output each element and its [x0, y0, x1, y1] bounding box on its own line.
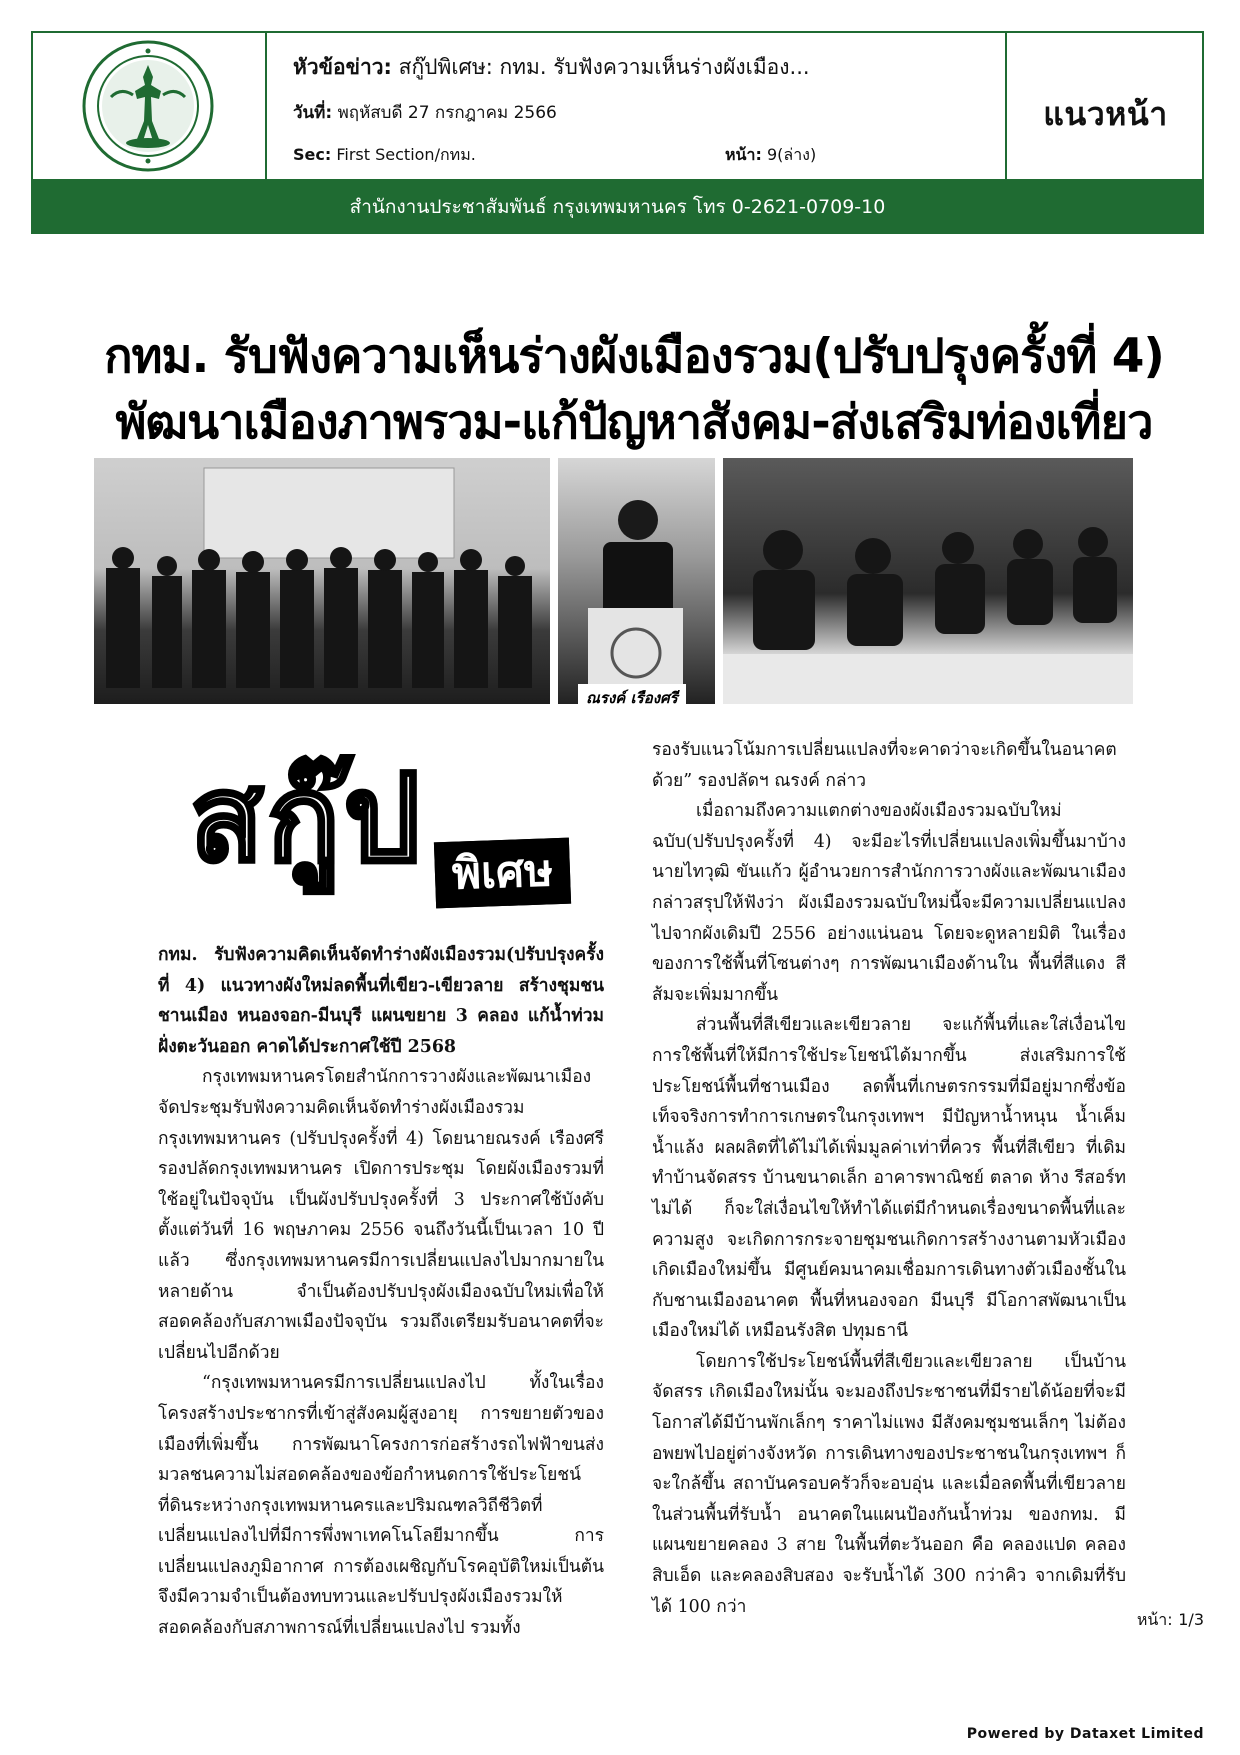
date-label: วันที่:: [293, 103, 333, 123]
article-paragraph: กรุงเทพมหานครโดยสำนักการวางผังและพัฒนาเมือง จัดประชุมรับฟังความคิดเห็นจัดทำร่างผังเมืองรวมกรุงเทพมหานคร (ปรับปรุงครั้งที่ 4) โดยนายณรงค์ เรืองศรี รองปลัดกรุงเทพมหานคร เปิดการประชุม โดยผังเมืองรวมที่ใช้อยู่ในปัจจุบัน เป็นผังปรับปรุงครั้งที่ 3 ประกาศใช้บังคับตั้งแต่วันที่ 16 พฤษภาคม 2556 จนถึงวันนี้เป็นเวลา 10 ปีแล้ว ซึ่งกรุงเทพมหานครมีการเปลี่ยนแปลงไปมากมายในหลายด้าน จำเป็นต้องปรับปรุงผังเมืองฉบับใหม่เพื่อให้สอดคล้องกับสภาพเมืองปัจจุบัน รวมถึงเตรียมรับอนาคตที่จะเปลี่ยนไปอีกด้วย: [158, 1067, 604, 1363]
page-counter-value: 1/3: [1178, 1610, 1204, 1629]
article-headline-line1: กทม. รับฟังความเห็นร่างผังเมืองรวม(ปรับปรุงครั้งที่ 4): [104, 329, 1164, 384]
column-logo-main: สกู๊ป: [190, 750, 425, 889]
photo-speaker: [558, 458, 715, 704]
photo-group-officials: [94, 458, 550, 704]
page-counter-label: หน้า:: [1136, 1610, 1173, 1629]
newspaper-name: แนวหน้า: [1043, 95, 1168, 133]
article-paragraph: ส่วนพื้นที่สีเขียวและเขียวลาย จะแก้พื้นที่และใส่เงื่อนไขการใช้พื้นที่ให้มีการใช้ประโยชน์ได้มากขึ้น ส่งเสริมการใช้ประโยชน์พื้นที่ชานเมือง ลดพื้นที่เกษตรกรรมที่มีอยู่มากซึ่งข้อเท็จจริงการทำการเกษตรในกรุงเทพฯ มีปัญหาน้ำหนุน น้ำเค็ม น้ำแล้ง ผลผลิตที่ได้ไม่ได้เพิ่มมูลค่าเท่าที่ควร พื้นที่สีเขียว ที่เดิมทำบ้านจัดสรร บ้านขนาดเล็ก อาคารพาณิชย์ ตลาด ห้าง รีสอร์ทไม่ได้ ก็จะใส่เงื่อนไขให้ทำได้แต่มีกำหนดเรื่องขนาดพื้นที่และความสูง จะเกิดการกระจายชุมชนเกิดการสร้างงานตามหัวเมือง เกิดเมืองใหม่ขึ้น มีศูนย์คมนาคมเชื่อมการเดินทางตัวเมืองชั้นในกับชานเมืองอนาคต พื้นที่หนองจอก มีนบุรี มีโอกาสพัฒนาเป็นเมืองใหม่ได้ เหมือนรังสิต ปทุมธานี: [652, 1015, 1126, 1342]
article-left-column: [158, 940, 604, 1644]
column-logo: [190, 735, 570, 915]
article-paragraph: โดยการใช้ประโยชน์พื้นที่สีเขียวและเขียวลาย เป็นบ้านจัดสรร เกิดเมืองใหม่นั้น จะมองถึงประชาชนที่มีรายได้น้อยที่จะมีโอกาสได้มีบ้านพักเล็กๆ ราคาไม่แพง มีสังคมชุมชนเล็กๆ ไม่ต้องอพยพไปอยู่ต่างจังหวัด การเดินทางของประชาชนในกรุงเทพฯ ก็จะใกล้ขึ้น สถาบันครอบครัวก็จะอบอุ่น และเมื่อลดพื้นที่เขียวลาย ในส่วนพื้นที่รับน้ำ อนาคตในแผนป้องกันน้ำท่วม ของกทม. มีแผนขยายคลอง 3 สาย ในพื้นที่ตะวันออก คือ คลองแปด คลองสิบเอ็ด และคลองสิบสอง จะรับน้ำได้ 300 กว่าคิว จากเดิมที่รับได้ 100 กว่า: [652, 1351, 1126, 1617]
sec-value: First Section/กทม.: [336, 145, 476, 164]
article-headline-line2: พัฒนาเมืองภาพรวม-แก้ปัญหาสังคม-ส่งเสริมท่องเที่ยว: [115, 395, 1153, 450]
headline-value: สกู๊ปพิเศษ: กทม. รับฟังความเห็นร่างผังเมือง...: [398, 55, 810, 79]
page-value: 9(ล่าง): [766, 145, 817, 164]
article-lead: กทม. รับฟังความคิดเห็นจัดทำร่างผังเมืองรวม(ปรับปรุงครั้งที่ 4) แนวทางผังใหม่ลดพื้นที่เขียว-เขียวลาย สร้างชุมชนชานเมือง หนองจอก-มีนบุรี แผนขยาย 3 คลอง แก้น้ำท่วมฝั่งตะวันออก คาดได้ประกาศใช้ปี 2568: [158, 945, 604, 1057]
powered-by: Powered by Dataxet Limited: [966, 1726, 1204, 1742]
sec-label: Sec:: [293, 145, 332, 164]
bma-seal-icon: [81, 39, 215, 173]
photo-group-silhouettes: [94, 458, 550, 704]
date-row: [293, 99, 557, 126]
logo-cell: [33, 33, 267, 179]
article-paragraph: “กรุงเทพมหานครมีการเปลี่ยนแปลงไป ทั้งในเรื่องโครงสร้างประชากรที่เข้าสู่สังคมผู้สูงอายุ การขยายตัวของเมืองที่เพิ่มขึ้น การพัฒนาโครงการก่อสร้างรถไฟฟ้าขนส่งมวลชนความไม่สอดคล้องของข้อกำหนดการใช้ประโยชน์ที่ดินระหว่างกรุงเทพมหานครและปริมณฑลวิถีชีวิตที่เปลี่ยนแปลงไปที่มีการพึ่งพาเทคโนโลยีมากขึ้น การเปลี่ยนแปลงภูมิอากาศ การต้องเผชิญกับโรคอุบัติใหม่เป็นต้น จึงมีความจำเป็นต้องทบทวนและปรับปรุงผังเมืองรวมให้สอดคล้องกับสภาพการณ์ที่เปลี่ยนแปลงไป รวมทั้ง: [158, 1373, 604, 1639]
office-bar: สำนักงานประชาสัมพันธ์ กรุงเทพมหานคร โทร 0-2621-0709-10: [31, 181, 1204, 234]
photo-speaker-silhouette: [558, 458, 715, 704]
newspaper-name-cell: [1005, 33, 1204, 179]
page-row: [725, 143, 816, 168]
section-row: [293, 143, 476, 168]
photo-audience: [723, 458, 1133, 704]
page-counter: [1137, 1608, 1204, 1633]
clipping-header: [31, 31, 1204, 181]
headline-row: [293, 51, 810, 84]
article-right-column: [652, 735, 1126, 1622]
column-logo-tag: พิเศษ: [434, 838, 571, 909]
article-paragraph: เมื่อถามถึงความแตกต่างของผังเมืองรวมฉบับใหม่ฉบับ(ปรับปรุงครั้งที่ 4) จะมีอะไรที่เปลี่ยนแปลงเพิ่มขึ้นมาบ้าง นายไทวุฒิ ขันแก้ว ผู้อำนวยการสำนักการวางผังและพัฒนาเมือง กล่าวสรุปให้ฟังว่า ผังเมืองรวมฉบับใหม่นี้จะมีความเปลี่ยนแปลงไปจากผังเดิมปี 2556 อย่างแน่นอน โดยจะดูหลายมิติ ในเรื่องของการใช้พื้นที่โซนต่างๆ การพัฒนาเมืองด้านใน พื้นที่สีแดง สีส้มจะเพิ่มมากขึ้น: [652, 801, 1126, 1005]
headline-label: หัวข้อข่าว:: [293, 55, 392, 79]
article-paragraph: รองรับแนวโน้มการเปลี่ยนแปลงที่จะคาดว่าจะเกิดขึ้นในอนาคตด้วย” รองปลัดฯ ณรงค์ กล่าว: [652, 740, 1117, 791]
photo-audience-silhouettes: [723, 458, 1133, 704]
clipping-info: [265, 33, 1005, 179]
page-label: หน้า:: [725, 145, 762, 164]
date-value: พฤหัสบดี 27 กรกฎาคม 2566: [337, 103, 557, 123]
photo-caption: ณรงค์ เรืองศรี: [578, 684, 686, 712]
